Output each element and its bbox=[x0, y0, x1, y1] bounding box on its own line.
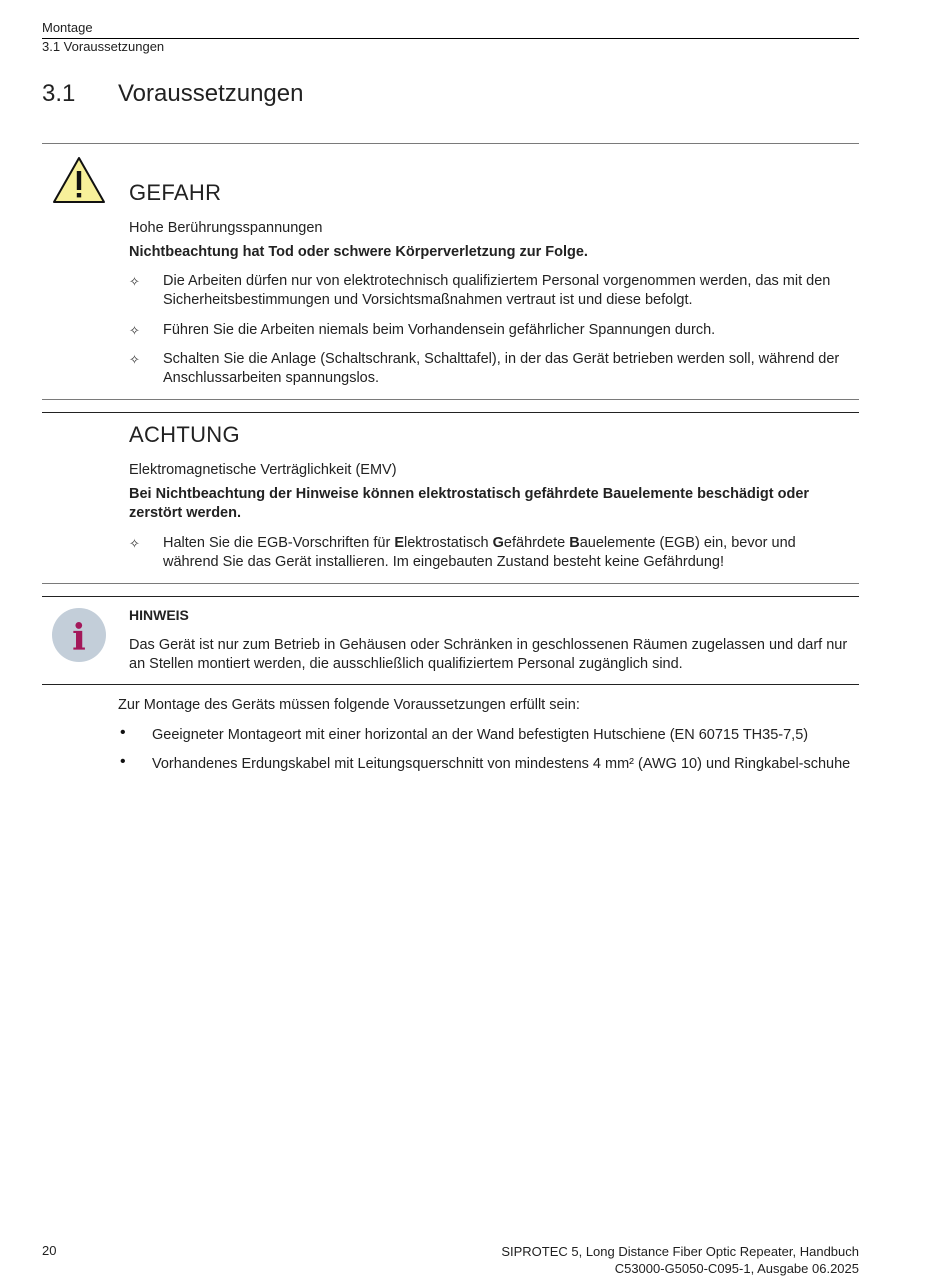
info-letter: i bbox=[72, 617, 86, 659]
notice-text: Das Gerät ist nur zum Betrieb in Gehäusen oder Schränken in geschlossenen Räumen zugelassen und darf nur an Stellen montiert werden, die ausschließlich qualifiziertem Personal zugänglich sind. bbox=[129, 637, 848, 672]
danger-measure: Die Arbeiten dürfen nur von elektrotechnisch qualifiziertem Personal vorgenommen werden, das mit den Sicherheitsbestimmungen und Vorsichtsmaßnahmen vertraut ist und diese befolgt. bbox=[163, 273, 831, 308]
list-item: Vorhandenes Erdungskabel mit Leitungsquerschnitt von mindestens 4 mm² (AWG 10) und Ringkabel-schuhe bbox=[152, 756, 851, 772]
danger-bullet-symbol: ✧ bbox=[129, 323, 140, 338]
caution-consequence: Bei Nichtbeachtung der Hinweise können elektrostatisch gefährdete Bauelemente beschädigt oder zerstört werden. bbox=[129, 486, 810, 521]
danger-signal-word: GEFAHR bbox=[129, 180, 222, 205]
running-header-chapter: Montage bbox=[42, 20, 93, 35]
header-rule bbox=[42, 38, 859, 39]
danger-bullet-symbol: ✧ bbox=[129, 274, 140, 289]
danger-consequence: Nichtbeachtung hat Tod oder schwere Körperverletzung zur Folge. bbox=[129, 244, 588, 260]
footer-doc-title: SIPROTEC 5, Long Distance Fiber Optic Repeater, Handbuch bbox=[501, 1244, 859, 1259]
running-header-section: 3.1 Voraussetzungen bbox=[42, 39, 165, 54]
danger-bottom-rule bbox=[42, 399, 859, 400]
info-icon bbox=[51, 607, 107, 663]
caution-top-rule bbox=[42, 412, 859, 413]
section-number: 3.1 bbox=[42, 80, 76, 107]
notice-bottom-rule bbox=[42, 684, 859, 685]
section-title: Voraussetzungen bbox=[118, 80, 304, 107]
danger-measure: Führen Sie die Arbeiten niemals beim Vorhandensein gefährlicher Spannungen durch. bbox=[163, 322, 716, 338]
warning-triangle-icon bbox=[51, 155, 107, 205]
danger-top-rule bbox=[42, 143, 859, 144]
list-bullet: • bbox=[120, 724, 126, 741]
caution-bottom-rule bbox=[42, 583, 859, 584]
footer-doc-id: C53000-G5050-C095-1, Ausgabe 06.2025 bbox=[614, 1261, 859, 1276]
list-item: Geeigneter Montageort mit einer horizontal an der Wand befestigten Hutschiene (EN 60715 TH35-7,5) bbox=[152, 727, 809, 743]
page-number: 20 bbox=[42, 1243, 57, 1258]
danger-hazard: Hohe Berührungsspannungen bbox=[129, 220, 323, 236]
notice-top-rule bbox=[42, 596, 859, 597]
list-bullet: • bbox=[120, 753, 126, 770]
requirements-intro: Zur Montage des Geräts müssen folgende Voraussetzungen erfüllt sein: bbox=[118, 697, 580, 713]
notice-title: HINWEIS bbox=[129, 607, 189, 623]
danger-bullet-symbol: ✧ bbox=[129, 352, 140, 367]
caution-hazard: Elektromagnetische Verträglichkeit (EMV) bbox=[129, 462, 397, 478]
caution-measure: Halten Sie die EGB-Vorschriften für Elektrostatisch Gefährdete Bauelemente (EGB) ein, bevor und während Sie das Gerät installieren. Im eingebauten Zustand besteht keine Gefährdung! bbox=[163, 535, 796, 570]
caution-signal-word: ACHTUNG bbox=[129, 422, 240, 447]
danger-measure: Schalten Sie die Anlage (Schaltschrank, Schalttafel), in der das Gerät betrieben werden soll, während der Anschlussarbeiten spannungslos. bbox=[163, 351, 840, 386]
caution-bullet-symbol: ✧ bbox=[129, 536, 140, 551]
